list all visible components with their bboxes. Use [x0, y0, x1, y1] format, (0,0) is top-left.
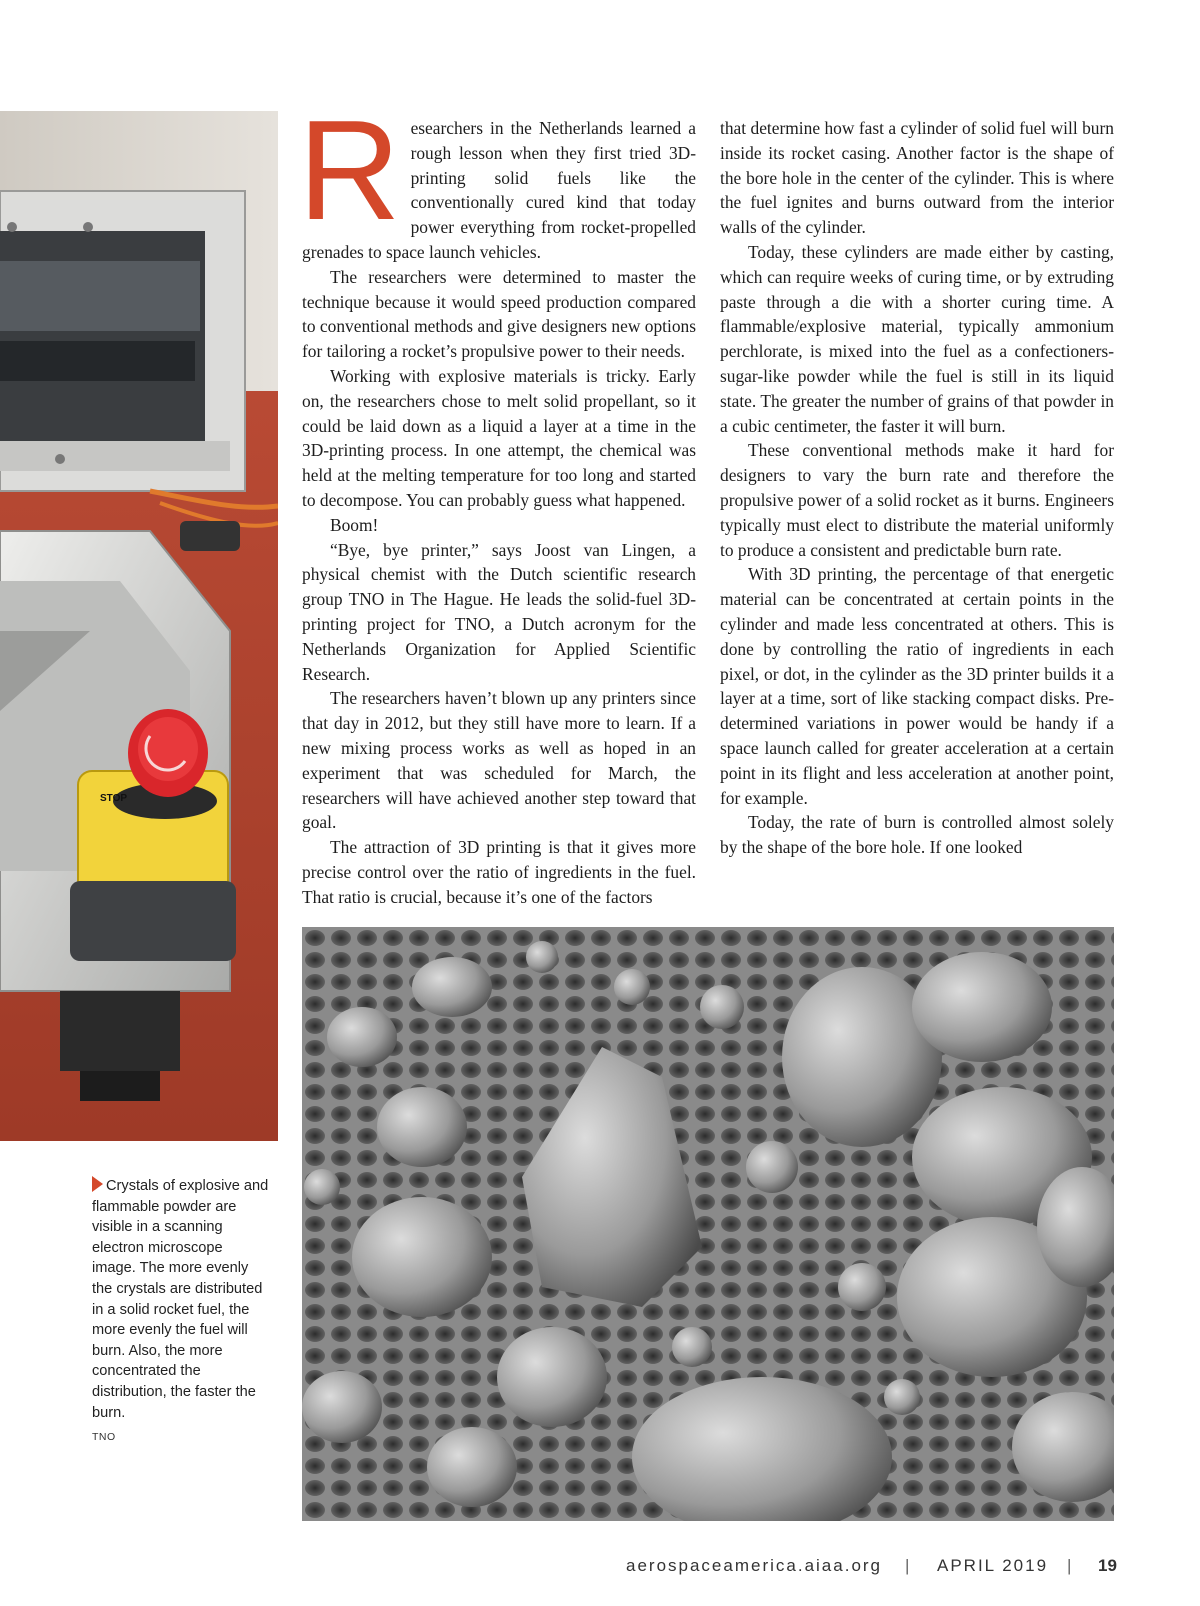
paragraph: Today, the rate of burn is controlled almost solely by the shape of the bore hole. If one looked	[720, 812, 1114, 858]
microscope-image	[302, 927, 1114, 1521]
paragraph: Today, these cylinders are made either by casting, which can require weeks of curing time, or by extruding paste through a die with a shorter curing time. A flammable/explosive material, typically ammonium perchlorate, is mixed into the fuel as a confectioners-sugar-like powder while the fuel is still in its liquid state. The greater the number of grains of that powder in a cubic centimeter, the faster it will burn.	[720, 241, 1114, 436]
caption-arrow-icon	[92, 1176, 103, 1192]
caption-text: Crystals of explosive and flammable powder are visible in a scanning electron microscope image. The more evenly the crystals are distributed in a solid rocket fuel, the more evenly the fuel will burn. Also, the more concentrated the distribution, the faster the burn.	[92, 1178, 269, 1421]
footer-date: APRIL 2019	[937, 1556, 1049, 1575]
photo-caption	[92, 1176, 270, 1448]
article-column-1	[298, 91, 696, 910]
microscope-image-illustration	[302, 927, 1114, 1521]
paragraph: esearchers in the Netherlands learned a rough lesson when they first tried 3D-printing solid fuels like the conventionally cured kind that today power everything from rocket-propelled grenades to space launch vehicles.	[302, 118, 696, 262]
paragraph: that determine how fast a cylinder of solid fuel will burn inside its rocket casing. Another factor is the shape of the bore hole in the center of the cylinder. This is where the fuel ignites and burns outward from the interior walls of the cylinder.	[720, 118, 1114, 238]
paragraph: “Bye, bye printer,” says Joost van Lingen, a physical chemist with the Dutch scientific research group TNO in The Hague. He leads the solid-fuel 3D-printing project for TNO, a Dutch acronym for the Netherlands Organization for Applied Scientific Research.	[302, 539, 696, 684]
page-footer	[580, 1556, 1120, 1586]
drop-cap: R	[298, 91, 401, 250]
photo-credit: TNO	[92, 1431, 116, 1444]
paragraph: The researchers haven’t blown up any printers since that day in 2012, but they still have more to learn. If a new mixing process works as well as hoped in an experiment that was scheduled for March, the researchers will have achieved another step toward that goal.	[302, 688, 696, 833]
page-number: 19	[1098, 1556, 1117, 1575]
article-column-2	[720, 116, 1114, 860]
paragraph: Boom!	[330, 514, 379, 535]
paragraph: The researchers were determined to master the technique because it would speed production compared to conventional methods and give designers new options for tailoring a rocket’s propulsive power to their needs.	[302, 266, 696, 362]
footer-separator: |	[1067, 1556, 1074, 1575]
footer-separator: |	[905, 1556, 912, 1575]
paragraph: Working with explosive materials is tricky. Early on, the researchers chose to melt solid propellant, so it could be laid down as a liquid a layer at a time in the 3D-printing process. In one attempt, the chemical was held at the melting temperature for too long and started to decompose. You can probably guess what happened.	[302, 365, 696, 510]
paragraph: The attraction of 3D printing is that it gives more precise control over the ratio of ingredients in the fuel. That ratio is crucial, because it’s one of the factors	[302, 837, 696, 907]
printer-photo-illustration	[0, 111, 278, 1141]
printer-photo	[0, 111, 278, 1141]
paragraph: With 3D printing, the percentage of that energetic material can be concentrated at certain points in the cylinder and made less concentrated at others. This is done by controlling the ratio of ingredients in each pixel, or dot, in the cylinder as the 3D printer builds it a layer at a time, sort of like stacking compact disks. Pre-determined variations in power would be handy if a space launch called for greater acceleration at a certain point in its flight and less acceleration at another point, for example.	[720, 564, 1114, 808]
footer-url[interactable]: aerospaceamerica.aiaa.org	[626, 1556, 883, 1575]
stop-label: STOP	[100, 793, 128, 804]
paragraph: These conventional methods make it hard for designers to vary the burn rate and therefore the propulsive power of a solid rocket as it burns. Engineers typically must elect to distribute the material uniformly to produce a consistent and predictable burn rate.	[720, 440, 1114, 560]
